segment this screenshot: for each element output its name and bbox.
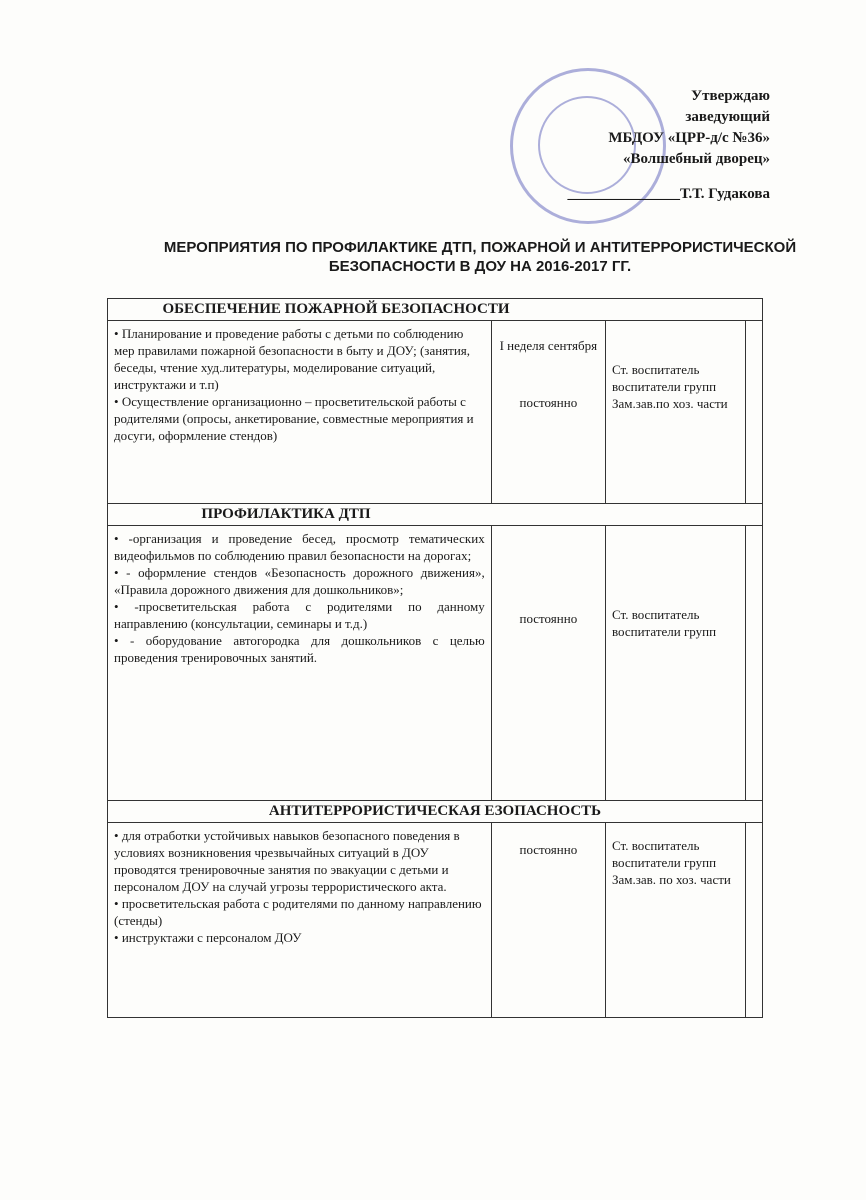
list-item: • просветительская работа с родителями по данному направлению (стенды): [114, 895, 485, 929]
timing: I неделя сентября: [499, 338, 598, 353]
list-item: • для отработки устойчивых навыков безопасного поведения в условиях возникновения чрезвычайных ситуаций в ДОУ проводятся тренировочные занятия по эвакуации с детьми и персоналом ДОУ на случай угрозы террористического акта.: [114, 827, 485, 895]
section-heading: АНТИТЕРРОРИСТИЧЕСКАЯ ЕЗОПАСНОСТЬ: [108, 801, 763, 823]
approval-line: заведующий: [685, 109, 770, 125]
approval-block: [567, 86, 770, 205]
responsible: Ст. воспитатель воспитатели групп Зам.зав. по хоз. части: [605, 823, 745, 1018]
measures-table: [107, 298, 763, 1018]
table-row: [108, 823, 763, 1018]
list-item: • - оформление стендов «Безопасность дорожного движения», «Правила дорожного движения для дошкольников»;: [114, 564, 485, 598]
responsible: Ст. воспитатель воспитатели групп: [605, 526, 745, 801]
signature-line: _______________Т.Т. Гудакова: [567, 186, 770, 202]
list-item: • Осуществление организационно – просветительской работы с родителями (опросы, анкетирование, совместные мероприятия и досуги, оформление стендов): [114, 393, 485, 444]
approval-line: МБДОУ «ЦРР-д/с №36»: [608, 130, 770, 146]
timing: постоянно: [519, 842, 578, 857]
section-heading: ОБЕСПЕЧЕНИЕ ПОЖАРНОЙ БЕЗОПАСНОСТИ: [108, 299, 763, 321]
timing: постоянно: [519, 611, 578, 626]
list-item: • Планирование и проведение работы с детьми по соблюдению мер правилами пожарной безопасности в быту и ДОУ; (занятия, беседы, чтение худ.литературы, моделирование ситуаций, инструктажи и т.п): [114, 325, 485, 393]
list-item: • - оборудование автогородка для дошкольников с целью проведения тренировочных занятий.: [114, 632, 485, 666]
list-item: • -организация и проведение бесед, просмотр тематических видеофильмов по соблюдению правил безопасности на дорогах;: [114, 530, 485, 564]
section-heading: ПРОФИЛАКТИКА ДТП: [108, 504, 763, 526]
responsible: Ст. воспитатель воспитатели групп Зам.зав.по хоз. части: [605, 321, 745, 504]
list-item: • инструктажи с персоналом ДОУ: [114, 929, 485, 946]
table-row: [108, 321, 763, 504]
timing: постоянно: [519, 395, 578, 410]
approval-line: Утверждаю: [691, 88, 770, 104]
approval-line: «Волшебный дворец»: [622, 151, 770, 167]
page-title: МЕРОПРИЯТИЯ ПО ПРОФИЛАКТИКЕ ДТП, ПОЖАРНОЙ И АНТИТЕРРОРИСТИЧЕСКОЙ БЕЗОПАСНОСТИ В ДОУ НА 2016-2017 ГГ.: [163, 239, 797, 275]
list-item: • -просветительская работа с родителями по данному направлению (консультации, семинары и т.д.): [114, 598, 485, 632]
table-row: [108, 526, 763, 801]
